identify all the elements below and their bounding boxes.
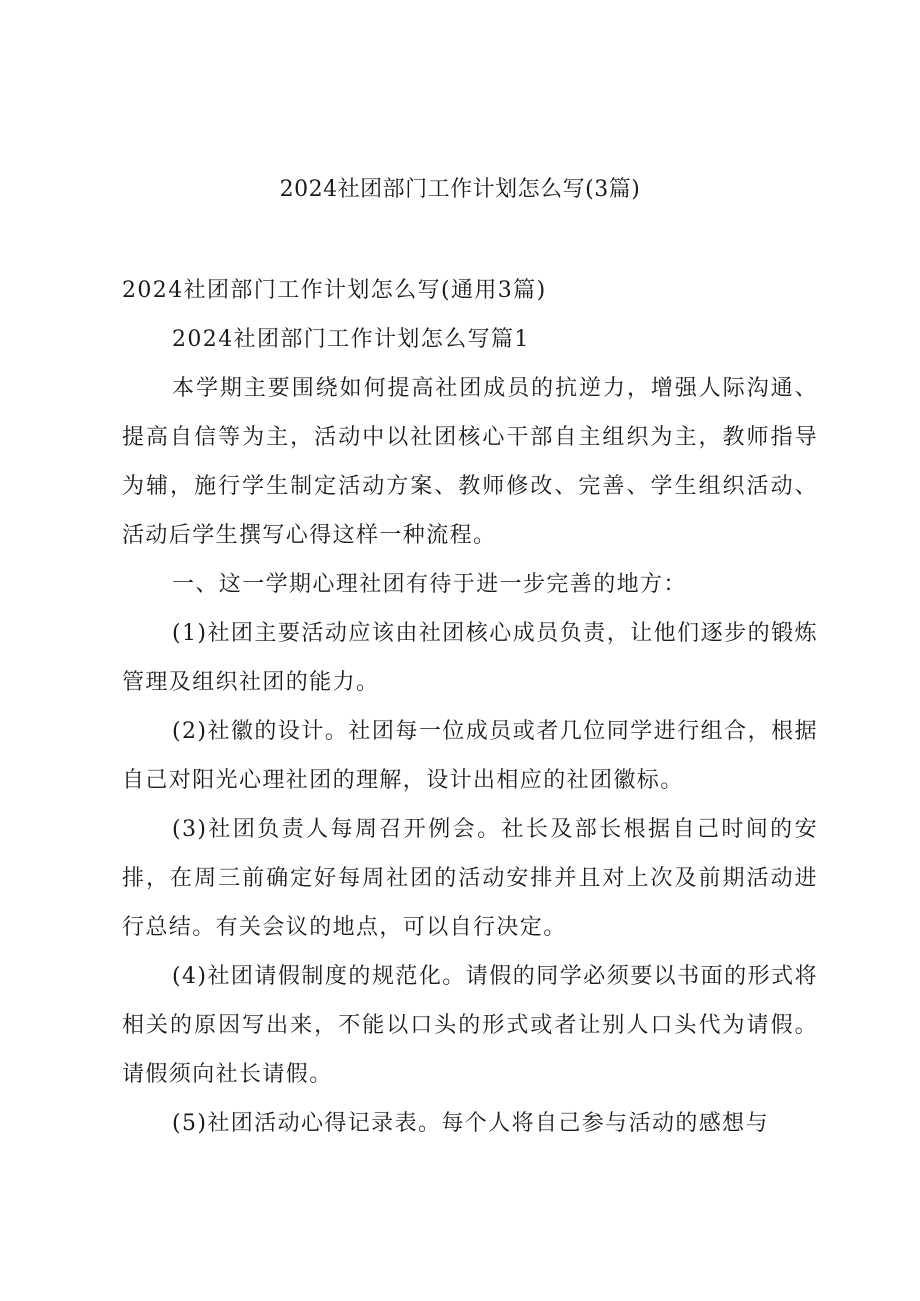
list-item-3: (3)社团负责人每周召开例会。社长及部长根据自己时间的安排，在周三前确定好每周社团的活动安排并且对上次及前期活动进行总结。有关会议的地点，可以自行决定。 <box>122 817 818 940</box>
list-item-4: (4)社团请假制度的规范化。请假的同学必须要以书面的形式将相关的原因写出来，不能以口头的形式或者让别人口头代为请假。请假须向社长请假。 <box>122 964 818 1087</box>
document-title: 2024社团部门工作计划怎么写(3篇) <box>279 177 641 202</box>
section-heading: 2024社团部门工作计划怎么写篇1 <box>172 327 530 352</box>
list-item-5: (5)社团活动心得记录表。每个人将自己参与活动的感想与 <box>172 1111 769 1136</box>
document-body <box>122 266 818 1148</box>
body-paragraph: 本学期主要围绕如何提高社团成员的抗逆力，增强人际沟通、提高自信等为主，活动中以社团核心干部自主组织为主，教师指导为辅，施行学生制定活动方案、教师修改、完善、学生组织活动、活动后学生撰写心得这样一种流程。 <box>122 376 818 548</box>
list-item-1: (1)社团主要活动应该由社团核心成员负责，让他们逐步的锻炼管理及组织社团的能力。 <box>122 621 818 695</box>
subtitle-paragraph: 2024社团部门工作计划怎么写(通用3篇) <box>122 278 547 303</box>
list-heading: 一、这一学期心理社团有待于进一步完善的地方： <box>172 572 687 597</box>
list-item-2: (2)社徽的设计。社团每一位成员或者几位同学进行组合，根据自己对阳光心理社团的理解，设计出相应的社团徽标。 <box>122 719 818 793</box>
